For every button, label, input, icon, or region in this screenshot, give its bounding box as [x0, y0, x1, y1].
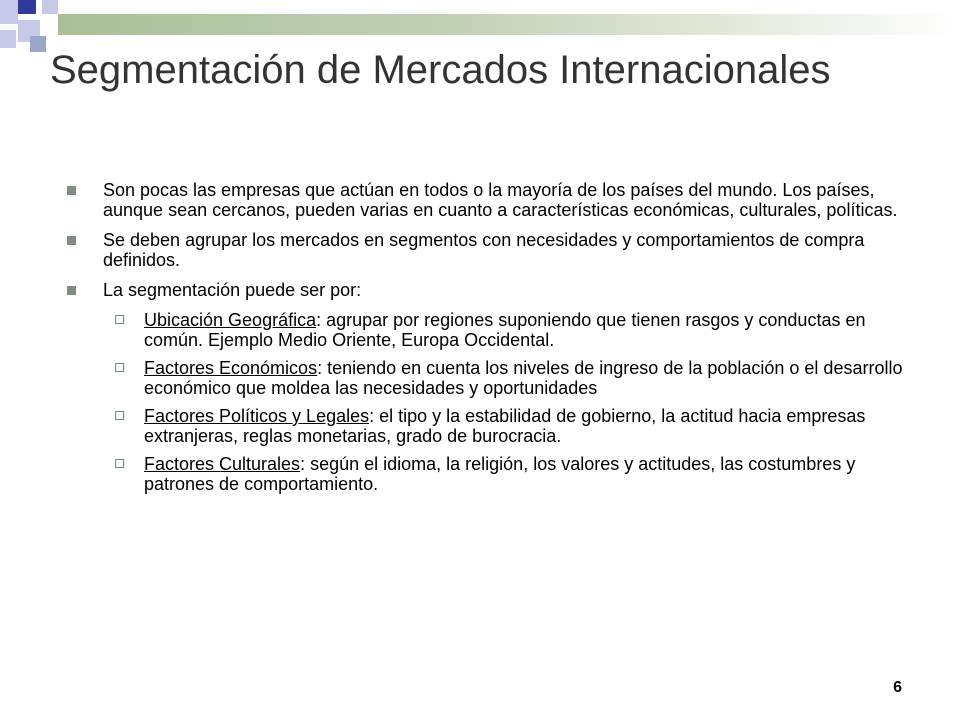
bullet-item — [64, 180, 914, 220]
bullet-text: Son pocas las empresas que actúan en todos o la mayoría de los países del mundo. Los países, aunque sean cercanos, pueden varias en cuanto a características económicas, culturales, políticas. — [103, 180, 898, 220]
sub-bullet-item — [64, 454, 914, 494]
sub-bullet-item — [64, 358, 914, 398]
hollow-square-bullet-icon — [115, 363, 124, 372]
sub-bullet-term: Factores Políticos y Legales — [144, 406, 370, 426]
sub-bullet-text: : según el idioma, la religión, los valores y actitudes, las costumbres y patrones de comportamiento. — [144, 454, 856, 494]
sub-bullet-term: Factores Económicos — [144, 358, 318, 378]
sub-bullet-text: : agrupar por regiones suponiendo que tienen rasgos y conductas en común. Ejemplo Medio Oriente, Europa Occidental. — [144, 310, 866, 350]
slide-title: Segmentación de Mercados Internacionales — [50, 48, 831, 92]
hollow-square-bullet-icon — [115, 411, 124, 420]
sub-bullet-item — [64, 406, 914, 446]
hollow-square-bullet-icon — [115, 315, 124, 324]
sub-bullet-text: : teniendo en cuenta los niveles de ingreso de la población o el desarrollo económico que moldea las necesidades y oportunidades — [144, 358, 903, 398]
corner-square — [0, 30, 16, 48]
bullet-item — [64, 230, 914, 270]
page-number: 6 — [893, 679, 902, 696]
square-bullet-icon — [67, 236, 76, 245]
bullet-text: La segmentación puede ser por: — [103, 280, 362, 300]
bullet-text: Se deben agrupar los mercados en segmentos con necesidades y comportamientos de compra definidos. — [103, 230, 865, 270]
square-bullet-icon — [67, 186, 76, 195]
slide-content — [64, 180, 914, 502]
sub-bullet-term: Factores Culturales — [144, 454, 301, 474]
hollow-square-bullet-icon — [115, 459, 124, 468]
sub-bullet-list — [64, 310, 914, 494]
corner-square — [30, 36, 46, 52]
square-bullet-icon — [67, 286, 76, 295]
corner-square — [18, 0, 36, 14]
bullet-item — [64, 280, 914, 300]
corner-square — [42, 0, 58, 14]
sub-bullet-text: : el tipo y la estabilidad de gobierno, la actitud hacia empresas extranjeras, reglas monetarias, grado de burocracia. — [144, 406, 866, 446]
sub-bullet-item — [64, 310, 914, 350]
top-gradient-bar — [58, 14, 960, 35]
corner-square — [0, 0, 18, 24]
sub-bullet-term: Ubicación Geográfica — [144, 310, 317, 330]
